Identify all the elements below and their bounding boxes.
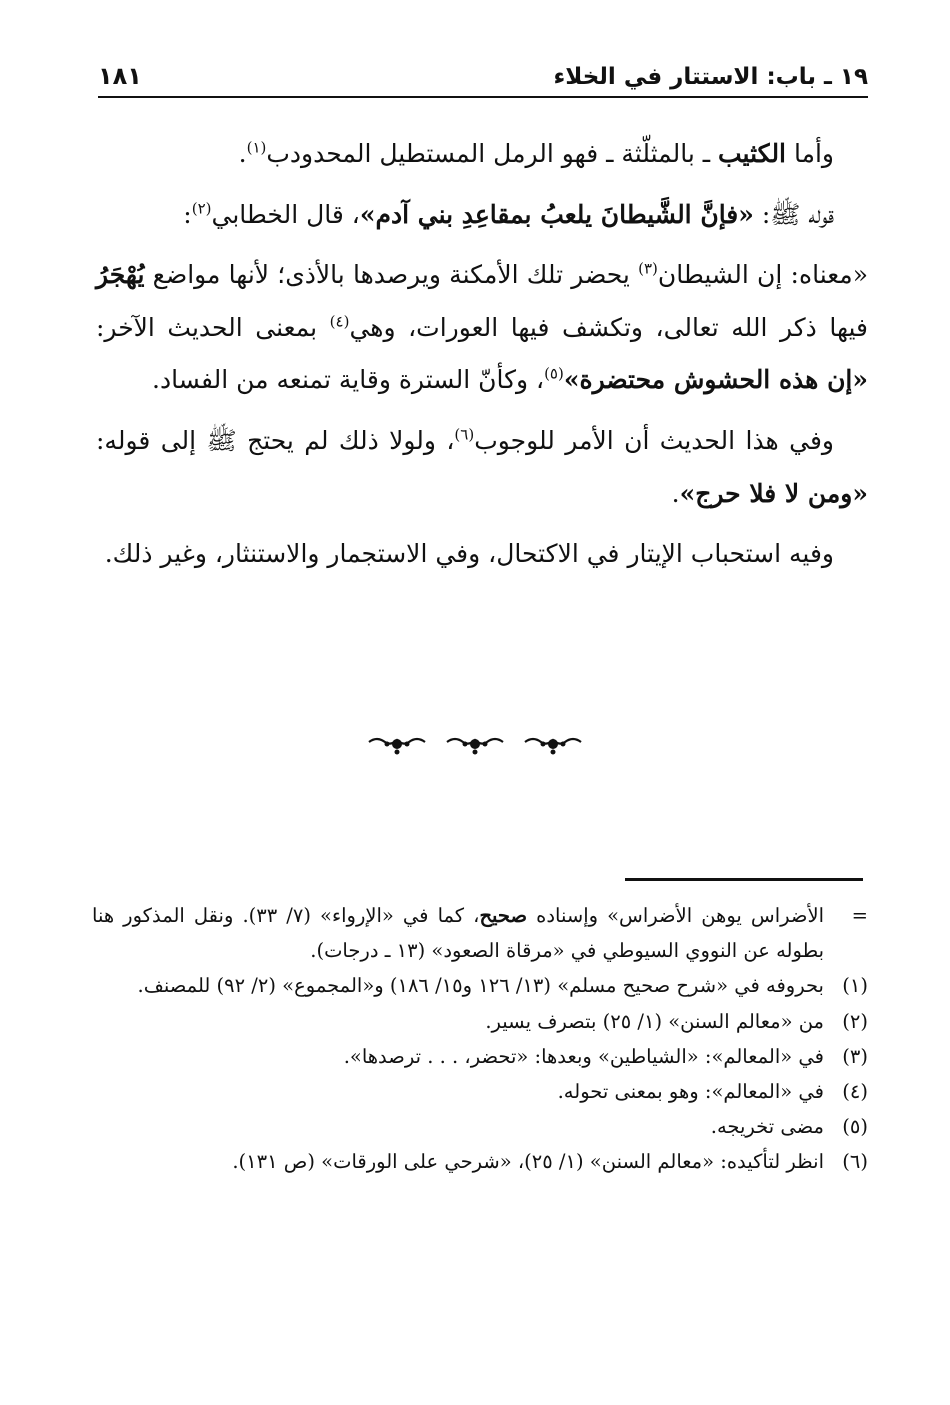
footnote — [92, 1039, 868, 1074]
text-run: ، ولولا ذلك لم يحتج ﷺ إلى قوله: — [96, 425, 455, 455]
paragraph-2 — [96, 189, 868, 242]
footnote-mark: (١) — [842, 974, 868, 998]
footnote-text: بحروفه في «شرح صحيح مسلم» (١٣/ ١٢٦ و١٥/ ١٨٦) و«المجموع» (٢/ ٩٢) للمصنف. — [137, 974, 824, 998]
text-run: ، كما في «الإرواء» (٧/ ٣٣). ونقل المذكور هنا بطوله عن النووي السيوطي في «مرقاة الصعود» (١٣ ـ درجات). — [92, 904, 824, 963]
footnote-ref: (٥) — [544, 365, 564, 384]
bold-term: الكثيب — [718, 139, 787, 168]
footnote-ref: (١) — [246, 138, 267, 157]
text-run: : — [183, 199, 192, 229]
footnote-ref: (٤) — [329, 312, 350, 331]
footnote-text: انظر لتأكيده: «معالم السنن» (١/ ٢٥)، «شرحي على الورقات» (ص ١٣١). — [232, 1150, 824, 1174]
footnote-ref: (٦) — [454, 425, 475, 444]
text-run: «معناه: إن الشيطان — [657, 260, 868, 290]
footnotes — [92, 898, 868, 1180]
footnote — [92, 1144, 868, 1179]
footnote-divider — [625, 878, 863, 881]
text-run: ، قال الخطابي — [211, 199, 360, 229]
text-run: . — [671, 478, 680, 508]
text-run: ، وكأنّ السترة وقاية تمنعه من الفساد. — [152, 365, 545, 395]
ornament-icon — [367, 732, 427, 756]
hadith-quote: «فإنَّ الشَّيطانَ يلعبُ بمقاعِدِ بني آدم» — [359, 199, 754, 229]
footnote-mark: = — [851, 904, 868, 927]
page-header — [98, 50, 868, 98]
paragraph-5 — [96, 528, 868, 581]
footnote — [92, 898, 868, 968]
footnote-mark: (٣) — [842, 1044, 868, 1068]
footnote-ref: (٣) — [638, 259, 658, 278]
paragraph-1 — [96, 128, 868, 181]
paragraph-4 — [96, 415, 868, 520]
footnote — [92, 1004, 868, 1039]
footnote-mark: (٥) — [842, 1115, 868, 1139]
footnote-text — [92, 898, 824, 968]
footnote-text: في «المعالم»: وهو بمعنى تحوله. — [557, 1080, 824, 1104]
hadith-quote: «ومن لا فلا حرج» — [679, 478, 868, 508]
footnote-text: مضى تخريجه. — [710, 1115, 824, 1139]
bold-term: يُهْجَرُ — [96, 260, 145, 290]
text-run: فيها ذكر الله تعالى، وتكشف فيها العورات، وهي — [349, 312, 868, 342]
ornament-icon — [523, 732, 583, 756]
text-run: وأما — [786, 139, 834, 168]
text-run: الأضراس يوهن الأضراس» وإسناده — [527, 904, 824, 927]
hadith-quote: «إن هذه الحشوش محتضرة» — [563, 365, 868, 395]
bold-term: صحيح — [479, 904, 528, 927]
text-run: ـ بالمثلّثة ـ فهو الرمل المستطيل المحدودب — [266, 139, 718, 168]
footnote-text: من «معالم السنن» (١/ ٢٥) بتصرف يسير. — [485, 1009, 824, 1033]
footnote-mark: (٦) — [842, 1150, 868, 1174]
footnote — [92, 1109, 868, 1144]
text-run: بمعنى الحديث الآخر: — [96, 312, 330, 342]
text-run: يحضر تلك الأمكنة ويرصدها بالأذى؛ لأنها مواضع — [144, 260, 639, 290]
text-run: وفيه استحباب الإيتار في الاكتحال، وفي الاستجمار والاستنثار، وغير ذلك. — [104, 539, 834, 569]
section-ornament — [0, 732, 950, 762]
footnote-ref: (٢) — [191, 199, 212, 218]
footnote-mark: (٢) — [842, 1009, 868, 1033]
footnote-text: في «المعالم»: «الشياطين» وبعدها: «تحضر، . . . ترصدها». — [343, 1044, 824, 1068]
footnote — [92, 1074, 868, 1109]
footnote-mark: (٤) — [842, 1080, 868, 1104]
paragraph-3 — [96, 249, 868, 407]
running-title: ١٩ ـ باب: الاستتار في الخلاء — [553, 64, 868, 90]
ornament-icon — [445, 732, 505, 756]
text-run: . — [238, 139, 247, 168]
text-run: وفي هذا الحديث أن الأمر للوجوب — [474, 425, 834, 455]
footnote — [92, 968, 868, 1003]
main-text — [96, 128, 868, 589]
page-number: ١٨١ — [98, 62, 142, 90]
text-run: قوله ﷺ: — [753, 199, 834, 229]
